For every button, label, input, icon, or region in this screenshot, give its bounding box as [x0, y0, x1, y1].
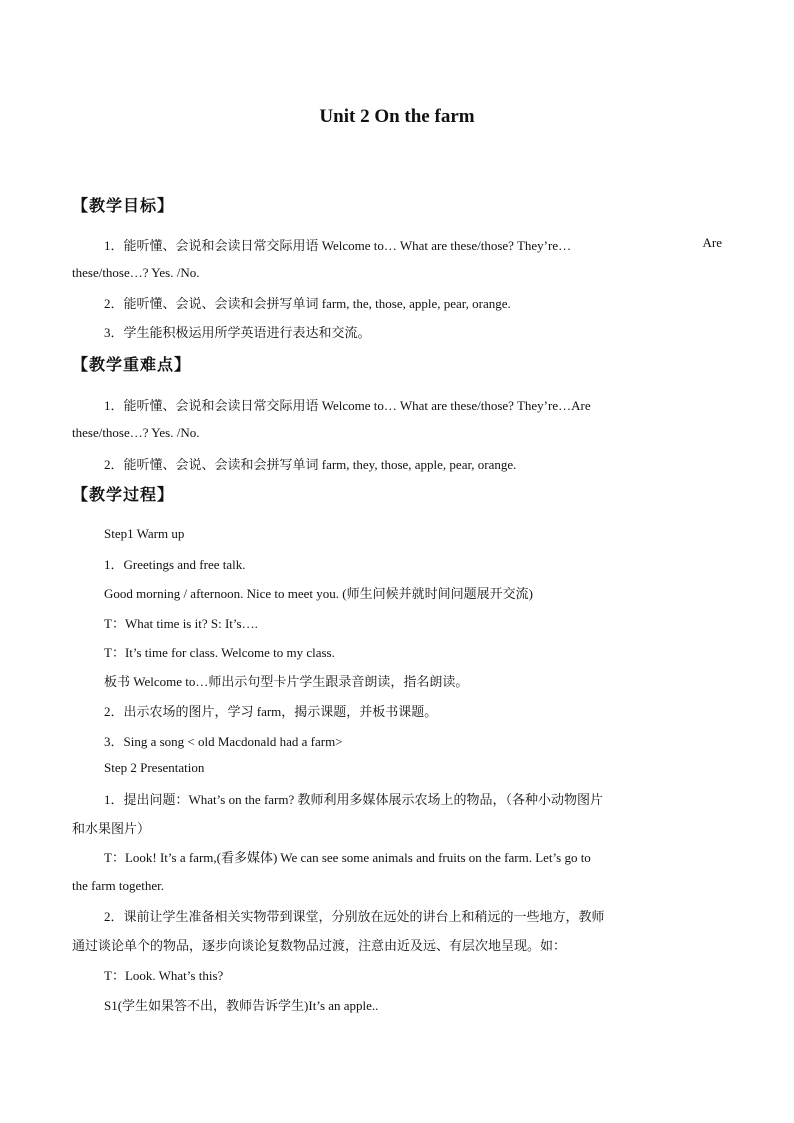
goal-3: 3．学生能积极运用所学英语进行表达和交流。 — [104, 325, 371, 340]
goal-1-line — [104, 235, 722, 254]
process-line: Good morning / afternoon. Nice to meet you. (师生问候并就时间问题展开交流) — [104, 586, 533, 601]
process-line: 2．出示农场的图片，学习 farm，揭示课题，并板书课题。 — [104, 704, 438, 719]
process-line: 1．提出问题：What’s on the farm? 教师利用多媒体展示农场上的物品，（各种小动物图片 — [104, 792, 604, 807]
process-heading: 【教学过程】 — [72, 485, 175, 504]
step1-heading: Step1 Warm up — [104, 526, 185, 541]
process-line: 3．Sing a song < old Macdonald had a farm> — [104, 734, 343, 749]
process-line: T：Look! It’s a farm,(看多媒体) We can see some animals and fruits on the farm. Let’s go to — [104, 850, 591, 865]
key-point-1: 1．能听懂、会说和会读日常交际用语 Welcome to… What are these/those? They’re…Are — [104, 398, 591, 413]
process-line: T：Look. What’s this? — [104, 968, 224, 983]
goal-1-text: 1．能听懂、会说和会读日常交际用语 Welcome to… What are these/those? They’re… — [104, 238, 572, 253]
process-line-continuation: the farm together. — [72, 878, 165, 893]
process-line-continuation: 通过谈论单个的物品，逐步向谈论复数物品过渡，注意由近及远、有层次地呈现。如： — [72, 938, 567, 953]
process-line: T：What time is it? S: It’s…. — [104, 616, 258, 631]
goal-1-text-end: Are — [702, 235, 722, 250]
goals-heading: 【教学目标】 — [72, 196, 175, 215]
process-line: T：It’s time for class. Welcome to my class. — [104, 645, 335, 660]
process-line-continuation: 和水果图片） — [72, 821, 151, 836]
key-point-2: 2．能听懂、会说、会读和会拼写单词 farm, they, those, apple, pear, orange. — [104, 457, 517, 472]
key-points-heading: 【教学重难点】 — [72, 355, 192, 374]
process-line: S1(学生如果答不出，教师告诉学生)It’s an apple.. — [104, 998, 379, 1013]
process-line: 板书 Welcome to…师出示句型卡片学生跟录音朗读，指名朗读。 — [104, 674, 469, 689]
key-point-1-continuation: these/those…? Yes. /No. — [72, 425, 200, 440]
process-line: 2．课前让学生准备相关实物带到课堂，分别放在远处的讲台上和稍远的一些地方，教师 — [104, 909, 605, 924]
process-line: 1．Greetings and free talk. — [104, 557, 246, 572]
step2-heading: Step 2 Presentation — [104, 760, 205, 775]
goal-2: 2．能听懂、会说、会读和会拼写单词 farm, the, those, apple, pear, orange. — [104, 296, 511, 311]
goal-1-continuation: these/those…? Yes. /No. — [72, 265, 200, 280]
page-title: Unit 2 On the farm — [319, 106, 475, 127]
